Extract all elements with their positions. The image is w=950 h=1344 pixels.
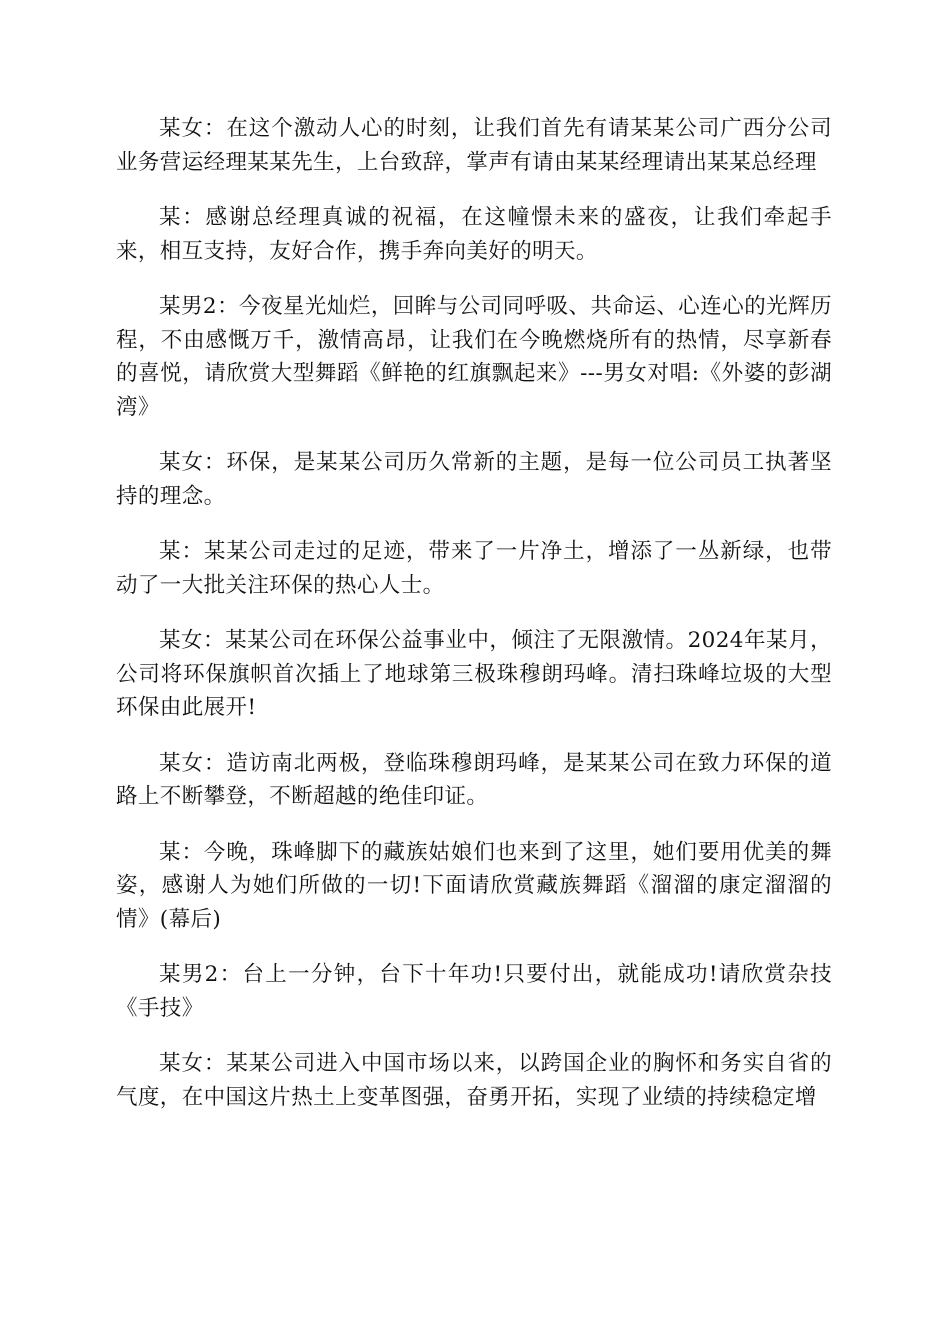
paragraph-1: 某女：在这个激动人心的时刻，让我们首先有请某某公司广西分公司业务营运经理某某先生，上台致辞，掌声有请由某某经理请出某某总经理 [116, 116, 832, 175]
paragraph-4: 某女：环保，是某某公司历久常新的主题，是每一位公司员工执著坚持的理念。 [116, 450, 832, 509]
paragraph-8: 某：今晚，珠峰脚下的藏族姑娘们也来到了这里，她们要用优美的舞姿，感谢人为她们所做的一切!下面请欣赏藏族舞蹈《溜溜的康定溜溜的情》(幕后) [116, 839, 832, 932]
paragraph-2: 某：感谢总经理真诚的祝福，在这幢憬未来的盛夜，让我们牵起手来，相互支持，友好合作，携手奔向美好的明天。 [116, 205, 832, 264]
paragraph-5: 某：某某公司走过的足迹，带来了一片净土，增添了一丛新绿，也带动了一大批关注环保的热心人士。 [116, 539, 832, 598]
paragraph-3: 某男2：今夜星光灿烂，回眸与公司同呼吸、共命运、心连心的光辉历程，不由感慨万千，激情高昂，让我们在今晚燃烧所有的热情，尽享新春的喜悦，请欣赏大型舞蹈《鲜艳的红旗飘起来》---男女对唱:《外婆的彭湖湾》 [116, 294, 832, 420]
paragraph-9: 某男2：台上一分钟，台下十年功!只要付出，就能成功!请欣赏杂技《手技》 [116, 962, 832, 1021]
paragraph-10: 某女：某某公司进入中国市场以来，以跨国企业的胸怀和务实自省的气度，在中国这片热土上变革图强，奋勇开拓，实现了业绩的持续稳定增 [116, 1051, 832, 1110]
paragraph-6: 某女：某某公司在环保公益事业中，倾注了无限激情。2024年某月，公司将环保旗帜首次插上了地球第三极珠穆朗玛峰。清扫珠峰垃圾的大型环保由此展开! [116, 628, 832, 720]
paragraph-7: 某女：造访南北两极，登临珠穆朗玛峰，是某某公司在致力环保的道路上不断攀登，不断超越的绝佳印证。 [116, 750, 832, 809]
